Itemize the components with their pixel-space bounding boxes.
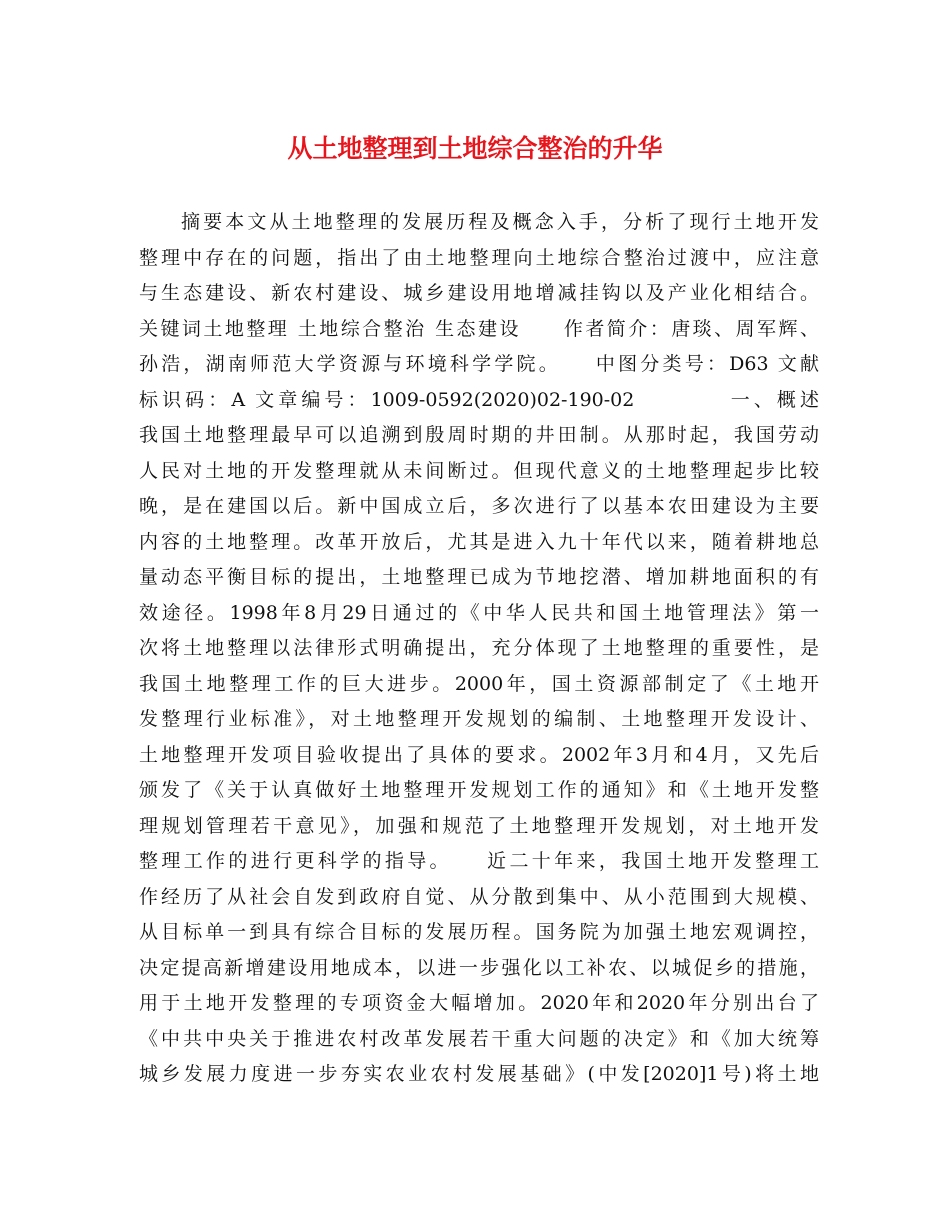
text-line: 作经历了从社会自发到政府自觉、从分散到集中、从小范围到大规模、 [139, 885, 819, 908]
text-line: 效途径。1998年8月29日通过的《中华人民共和国土地管理法》第一 [139, 601, 819, 624]
text-line: 次将土地整理以法律形式明确提出，充分体现了土地整理的重要性，是 [139, 637, 819, 659]
document-title: 从土地整理到土地综合整治的升华 [287, 134, 663, 163]
text-line: 关键词土地整理 土地综合整治 生态建设 作者简介：唐琰、周军辉、 [139, 317, 819, 340]
text-line: 整理中存在的问题，指出了由土地整理向土地综合整治过渡中，应注意 [139, 246, 819, 269]
text-line: 量动态平衡目标的提出，土地整理已成为节地挖潜、增加耕地面积的有 [139, 566, 819, 588]
text-line: 发整理行业标准》，对土地整理开发规划的编制、土地整理开发设计、 [139, 708, 819, 730]
text-line: 城乡发展力度进一步夯实农业农村发展基础》(中发[2020]1号)将土地 [139, 1063, 819, 1085]
text-line: 人民对土地的开发整理就从未间断过。但现代意义的土地整理起步比较 [139, 459, 819, 482]
text-line: 我国土地整理工作的巨大进步。2000年，国土资源部制定了《土地开 [139, 672, 819, 695]
text-line: 颁发了《关于认真做好土地整理开发规划工作的通知》和《土地开发整 [139, 779, 819, 801]
text-line: 用于土地开发整理的专项资金大幅增加。2020年和2020年分别出台了 [139, 992, 819, 1014]
text-line: 土地整理开发项目验收提出了具体的要求。2002年3月和4月，又先后 [139, 743, 819, 766]
text-line: 晚，是在建国以后。新中国成立后，多次进行了以基本农田建设为主要 [139, 495, 819, 517]
text-line: 内容的土地整理。改革开放后，尤其是进入九十年代以来，随着耕地总 [139, 530, 819, 553]
document-body [139, 205, 819, 1093]
text-line: 整理工作的进行更科学的指导。 近二十年来，我国土地开发整理工 [139, 850, 819, 872]
text-line: 决定提高新增建设用地成本，以进一步强化以工补农、以城促乡的措施， [139, 956, 819, 979]
text-line: 与生态建设、新农村建设、城乡建设用地增减挂钩以及产业化相结合。 [139, 282, 819, 304]
text-line: 《中共中央关于推进农村改革发展若干重大问题的决定》和《加大统筹 [139, 1027, 819, 1050]
text-line: 孙浩，湖南师范大学资源与环境科学学院。 中图分类号：D63 文献 [139, 353, 819, 375]
text-line: 摘要本文从土地整理的发展历程及概念入手，分析了现行土地开发 [181, 211, 819, 233]
text-line: 从目标单一到具有综合目标的发展历程。国务院为加强土地宏观调控， [139, 921, 819, 943]
text-line: 标识码：A 文章编号：1009-0592(2020)02-190-02 一、概述 [139, 388, 819, 411]
text-line: 我国土地整理最早可以追溯到殷周时期的井田制。从那时起，我国劳动 [139, 424, 819, 446]
text-line: 理规划管理若干意见》，加强和规范了土地整理开发规划，对土地开发 [139, 814, 819, 837]
